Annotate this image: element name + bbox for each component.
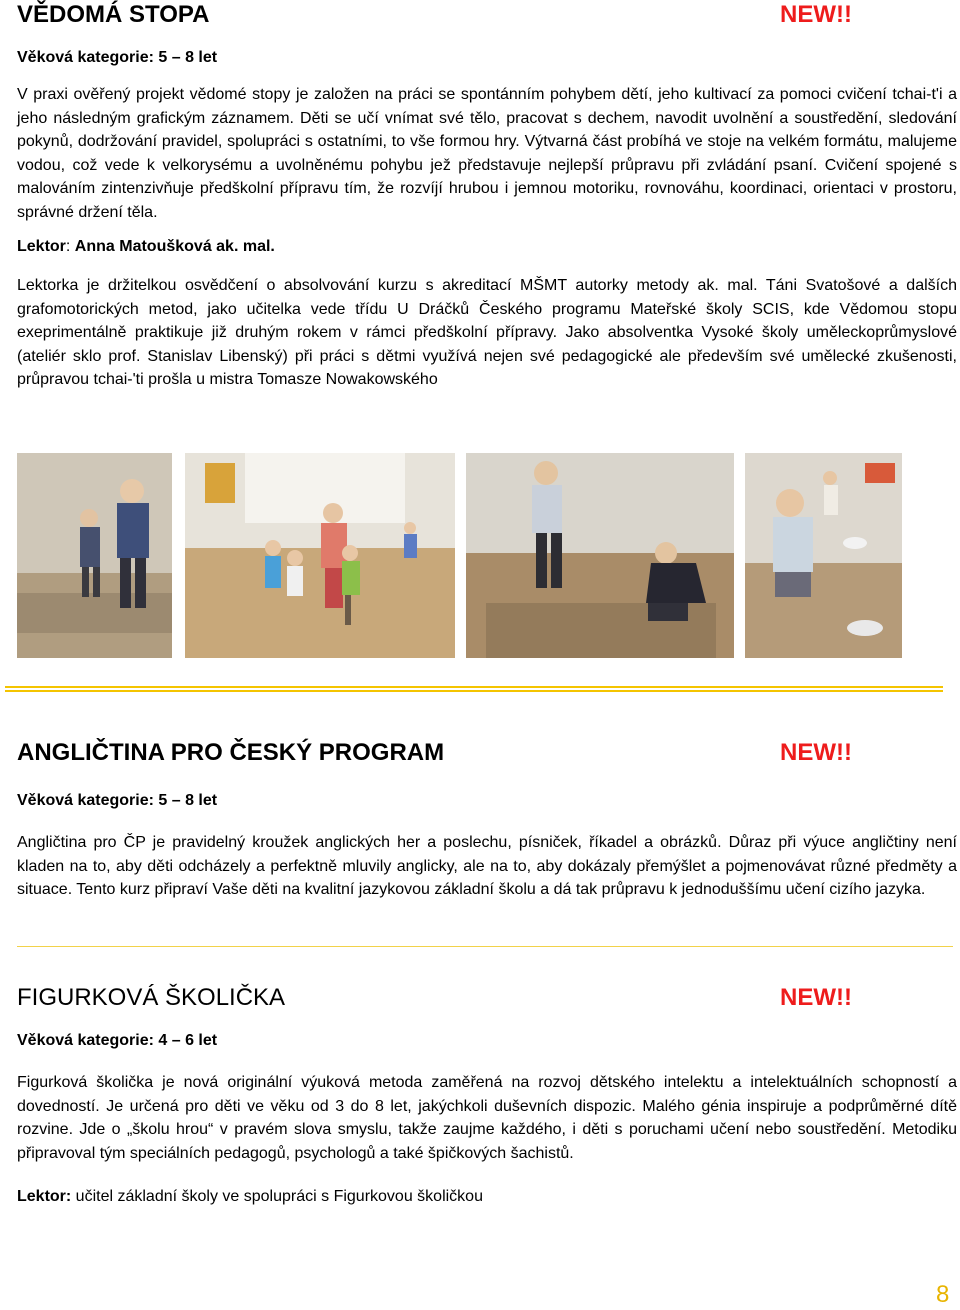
page-number: 8 (936, 1281, 950, 1308)
lector-line (17, 237, 957, 257)
new-badge: NEW!! (780, 984, 852, 1011)
section-title: VĚDOMÁ STOPA (17, 1, 210, 28)
section-vedoma-stopa (17, 0, 957, 392)
lector-separator: : (65, 238, 75, 255)
lector-line (17, 1187, 957, 1207)
age-category: Věková kategorie: 4 – 6 let (17, 1032, 218, 1049)
photo-boys-painting-floor (466, 453, 734, 658)
age-category: Věková kategorie: 5 – 8 let (17, 49, 218, 66)
section-anglictina (17, 738, 957, 902)
lector-text: učitel základní školy ve spolupráci s Figurkovou školičkou (71, 1188, 483, 1205)
section-divider (17, 946, 953, 947)
section-title-row (17, 738, 957, 770)
new-badge: NEW!! (780, 1, 852, 28)
section-title-row (17, 0, 957, 32)
section-title-row (17, 983, 957, 1015)
lector-name: Anna Matoušková ak. mal. (74, 238, 275, 255)
section-figurkova-skolicka (17, 983, 957, 1207)
photo-boy-painting (745, 453, 902, 658)
new-badge: NEW!! (780, 739, 852, 766)
section-divider (5, 686, 943, 692)
age-category: Věková kategorie: 5 – 8 let (17, 792, 218, 809)
section-title: ANGLIČTINA PRO ČESKÝ PROGRAM (17, 739, 445, 766)
section-title: FIGURKOVÁ ŠKOLIČKA (17, 984, 286, 1011)
description-paragraph: V praxi ověřený projekt vědomé stopy je založen na práci se spontánním pohybem dětí, jeho kultivací za pomoci cvičení tchai-t'i a jeho následným grafickým záznamem. Děti se učí vnímat své tělo, pracovat s dechem, navodit uvolnění a soustředění, sledování pokynů, dodržování pravidel, spolupráci s ostatními, to vše formou hry. Výtvarná část probíhá ve stoje na velkém formátu, malujeme vodou, což vede k velkorysému a uvolněnému pohybu jež představuje nejlepší průpravu při zvládání psaní. Cvičení spojené s malováním zintenzivňuje předškolní přípravu tím, že rozvíjí hrubou i jemnou motoriku, rovnováhu, koordinaci, orientaci v prostoru, správné držení těla. (17, 86, 957, 221)
description-paragraph: Figurková školička je nová originální výuková metoda zaměřená na rozvoj dětského intelektu a intelektuálních schopností a dovedností. Je určená pro děti ve věku od 3 do 8 let, jakýchkoli duševních dispozic. Malého génia inspiruje a podprůměrné dítě rozvine. Jde o „školu hrou“ v pravém slova smyslu, takže zaujme každého, i děti s poruchami učení nebo soustředění. Metodiku připravoval tým speciálních pedagogů, psychologů a také špičkových šachistů. (17, 1074, 957, 1162)
description-paragraph: Angličtina pro ČP je pravidelný kroužek anglických her a poslechu, písniček, říkadel a obrázků. Důraz při výuce angličtiny není kladen na to, aby děti odcházely a perfektně mluvily anglicky, ale na to, aby dokázaly přemýšlet a pojmenovávat různé předměty a situace. Tento kurz připraví Vaše děti na kvalitní jazykovou základní školu a dá tak průpravu k jednoduššímu učení cizího jazyka. (17, 834, 957, 898)
lector-bio-paragraph: Lektorka je držitelkou osvědčení o absolvování kurzu s akreditací MŠMT autorky metody ak. mal. Táni Svatošové a dalších grafomotorických metod, jako učitelka vede třídu U Dráčků Českého programu Mateřské školy SCIS, kde Vědomou stopu exeprimentálně praktikuje již druhým rokem v rámci předškolní přípravy. Jako absolventka Vysoké školy uměleckoprůmyslové (ateliér sklo prof. Stanislav Libenský) při práci s dětmi využívá nejen své pedagogické ale především své umělecké zkušenosti, průpravou tchai-'ti prošla u mistra Tomasze Nowakowského (17, 277, 957, 388)
lector-label: Lektor (17, 238, 66, 255)
photo-children-gym (185, 453, 455, 658)
lector-label: Lektor: (17, 1188, 72, 1205)
photo-child-painting (17, 453, 172, 658)
